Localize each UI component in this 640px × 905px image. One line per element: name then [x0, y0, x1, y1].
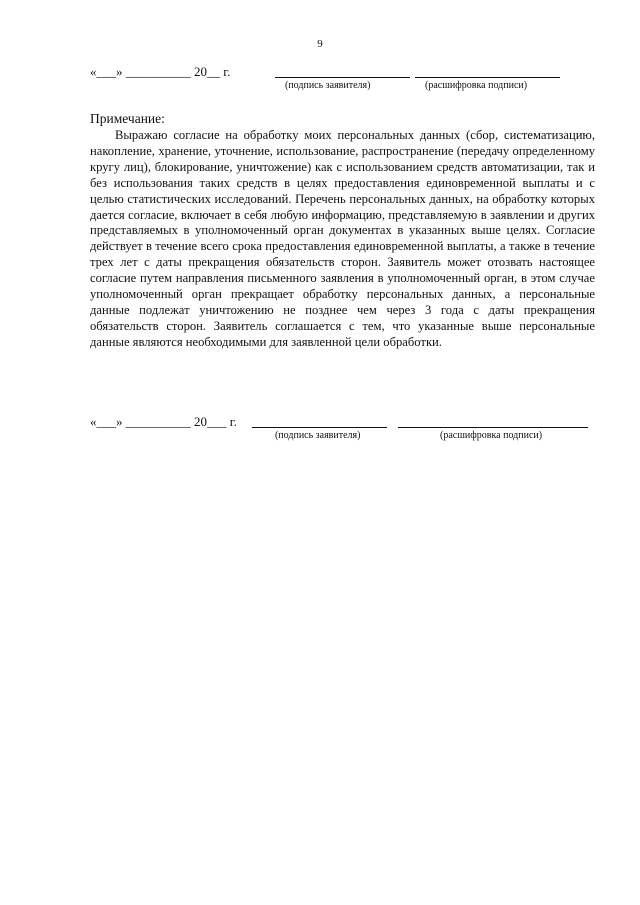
page-number: 9 — [317, 38, 323, 50]
signature-block-top — [90, 64, 610, 94]
decoding-line-top — [415, 77, 560, 78]
signature-date-top: «___» __________ 20__ г. — [90, 64, 231, 79]
signature-caption-top: (подпись заявителя) — [285, 80, 371, 91]
note-title: Примечание: — [90, 111, 165, 126]
signature-caption-bottom: (подпись заявителя) — [275, 430, 361, 441]
decoding-line-bottom — [398, 427, 588, 428]
signature-line-top — [275, 77, 410, 78]
signature-line-bottom — [252, 427, 387, 428]
decoding-caption-bottom: (расшифровка подписи) — [440, 430, 543, 441]
decoding-caption-top: (расшифровка подписи) — [425, 80, 528, 91]
note-body: Выражаю согласие на обработку моих персональных данных (сбор, систематизацию, накопление, хранение, уточнение, использование, распространение (передачу определенному кругу лиц), блокирование, уничтожение) как с использованием средств автоматизации, так и без использования таких средств в целях предоставления единовременной выплаты и с целью статистических исследований. Перечень персональных данных, на обработку которых дается согласие, включает в себя любую информацию, представляемую в заявлении и других представляемых в уполномоченный орган документах в указанных выше целях. Согласие действует в течение всего срока предоставления единовременной выплаты, а также в течение трех лет с даты прекращения обязательств сторон. Заявитель может отозвать настоящее согласие путем направления письменного заявления в уполномоченный орган, в этом случае уполномоченный орган прекращает обработку персональных данных, а персональные данные подлежат уничтожению не позднее чем через 3 года с даты прекращения обязательств сторон. Заявитель соглашается с тем, что указанные выше персональные данные являются необходимыми для заявленной цели обработки. — [90, 128, 595, 349]
signature-block-bottom — [90, 414, 610, 444]
signature-date-bottom: «___» __________ 20___ г. — [90, 414, 237, 429]
